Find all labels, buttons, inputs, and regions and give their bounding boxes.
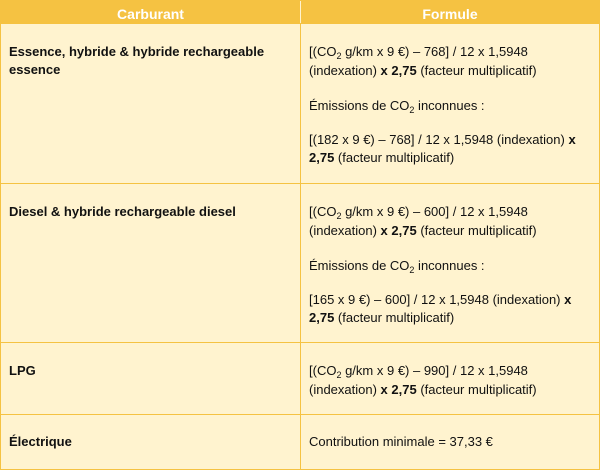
formula-line: [($CO_2$ g/km x 9 €) – 600] / 12 x 1,5948 (indexation) x 2,75 (facteur multiplicatif) <box>309 204 537 238</box>
unknown-emissions-label: Émissions de $CO_2$ inconnues : <box>309 98 485 115</box>
header-cell-formule <box>301 1 599 23</box>
fuel-cell <box>1 24 301 183</box>
table-header-row <box>1 1 599 23</box>
formula-cell <box>301 415 599 469</box>
header-cell-carburant <box>1 1 301 23</box>
table-row-lpg <box>1 342 599 414</box>
fallback-formula-line: [(182 x 9 €) – 768] / 12 x 1,5948 (indexation) x 2,75 (facteur multiplicatif) <box>309 132 576 165</box>
fallback-formula-line: [165 x 9 €) – 600] / 12 x 1,5948 (indexation) x 2,75 (facteur multiplicatif) <box>309 292 572 325</box>
formula-cell <box>301 24 599 183</box>
formula-line: [($CO_2$ g/km x 9 €) – 768] / 12 x 1,5948 (indexation) x 2,75 (facteur multiplicatif) <box>309 44 537 78</box>
fuel-cell <box>1 415 301 469</box>
table-row-essence <box>1 23 599 183</box>
formula-line: [($CO_2$ g/km x 9 €) – 990] / 12 x 1,5948 (indexation) x 2,75 (facteur multiplicatif) <box>309 363 537 397</box>
unknown-emissions-label: Émissions de $CO_2$ inconnues : <box>309 258 485 275</box>
fuel-cell <box>1 343 301 414</box>
fuel-label: Diesel & hybride rechargeable diesel <box>9 204 236 219</box>
fuel-label: Électrique <box>9 434 72 449</box>
fuel-label: LPG <box>9 363 36 378</box>
fuel-label: Essence, hybride & hybride rechargeable essence <box>9 44 265 77</box>
table-row-electrique <box>1 414 599 469</box>
formula-cell <box>301 343 599 414</box>
header-formule: Formule <box>422 6 478 22</box>
fuel-cell <box>1 184 301 342</box>
header-carburant: Carburant <box>117 6 184 22</box>
table-row-diesel <box>1 183 599 342</box>
formula-line: Contribution minimale = 37,33 € <box>309 434 493 449</box>
formula-cell <box>301 184 599 342</box>
